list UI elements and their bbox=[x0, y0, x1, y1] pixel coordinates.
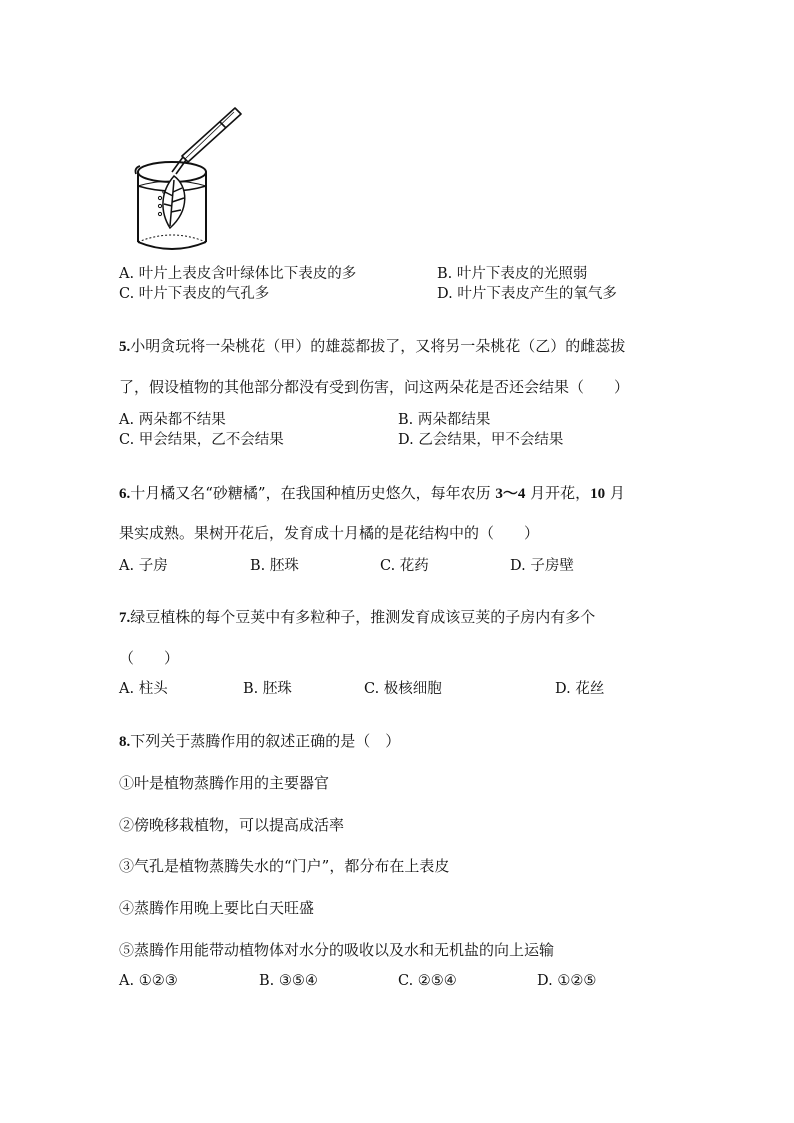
q7-option-c: C. 极核细胞 bbox=[364, 681, 442, 697]
q6-stem-text-c: 月开花， bbox=[525, 484, 591, 502]
q5-stem-line2: 了，假设植物的其他部分都没有受到伤害，问这两朵花是否还会结果（ ） bbox=[119, 378, 630, 396]
q8-option-c: C. ②⑤④ bbox=[398, 973, 457, 989]
q6-stem-month-range: 3～4 bbox=[495, 486, 526, 502]
q6-stem-line1 bbox=[119, 483, 625, 504]
q8-stem-text: 下列关于蒸腾作用的叙述正确的是（ ） bbox=[130, 732, 401, 750]
q5-stem-line1 bbox=[119, 336, 625, 357]
q6-stem-line2: 果实成熟。果树开花后，发育成十月橘的是花结构中的（ ） bbox=[119, 524, 540, 542]
q6-option-c: C. 花药 bbox=[380, 558, 429, 574]
q5-option-d: D. 乙会结果，甲不会结果 bbox=[398, 432, 564, 448]
q7-stem-text: 绿豆植株的每个豆荚中有多粒种子，推测发育成该豆荚的子房内有多个 bbox=[130, 608, 596, 626]
q5-number: 5. bbox=[119, 339, 131, 355]
beaker-leaf-illustration bbox=[130, 100, 250, 260]
q4-option-c: C. 叶片下表皮的气孔多 bbox=[119, 286, 270, 302]
q8-stem bbox=[119, 731, 400, 752]
q8-number: 8. bbox=[119, 734, 131, 750]
q6-stem-text-a: 十月橘又名“砂糖橘”，在我国种植历史悠久，每年农历 bbox=[130, 484, 496, 502]
q6-stem-month: 10 bbox=[590, 486, 606, 502]
q4-option-d: D. 叶片下表皮产生的氧气多 bbox=[437, 286, 617, 302]
q7-option-d: D. 花丝 bbox=[555, 681, 605, 697]
q7-stem-line2: （ ） bbox=[119, 649, 180, 667]
q5-option-a: A. 两朵都不结果 bbox=[119, 412, 226, 428]
q6-stem-text-e: 月 bbox=[605, 484, 625, 502]
q4-option-a: A. 叶片上表皮含叶绿体比下表皮的多 bbox=[119, 266, 357, 282]
q6-option-d: D. 子房壁 bbox=[510, 558, 574, 574]
q6-option-a: A. 子房 bbox=[119, 558, 168, 574]
q8-option-b: B. ③⑤④ bbox=[259, 973, 318, 989]
q7-option-a: A. 柱头 bbox=[119, 681, 168, 697]
q8-statement-1: ①叶是植物蒸腾作用的主要器官 bbox=[119, 774, 330, 792]
q5-option-b: B. 两朵都结果 bbox=[398, 412, 491, 428]
q6-number: 6. bbox=[119, 486, 131, 502]
q7-number: 7. bbox=[119, 610, 131, 626]
q8-statement-5: ⑤蒸腾作用能带动植物体对水分的吸收以及水和无机盐的向上运输 bbox=[119, 941, 555, 959]
q7-option-b: B. 胚珠 bbox=[243, 681, 292, 697]
q6-option-b: B. 胚珠 bbox=[250, 558, 299, 574]
q5-stem-text: 小明贪玩将一朵桃花（甲）的雄蕊都拔了，又将另一朵桃花（乙）的雌蕊拔 bbox=[130, 337, 626, 355]
q4-option-b: B. 叶片下表皮的光照弱 bbox=[437, 266, 588, 282]
q8-option-d: D. ①②⑤ bbox=[537, 973, 597, 989]
q8-statement-3: ③气孔是植物蒸腾失水的“门户”，都分布在上表皮 bbox=[119, 857, 450, 875]
q7-stem-line1 bbox=[119, 607, 595, 628]
q8-option-a: A. ①②③ bbox=[119, 973, 178, 989]
q5-option-c: C. 甲会结果，乙不会结果 bbox=[119, 432, 284, 448]
q8-statement-4: ④蒸腾作用晚上要比白天旺盛 bbox=[119, 899, 315, 917]
q8-statement-2: ②傍晚移栽植物，可以提高成活率 bbox=[119, 816, 345, 834]
